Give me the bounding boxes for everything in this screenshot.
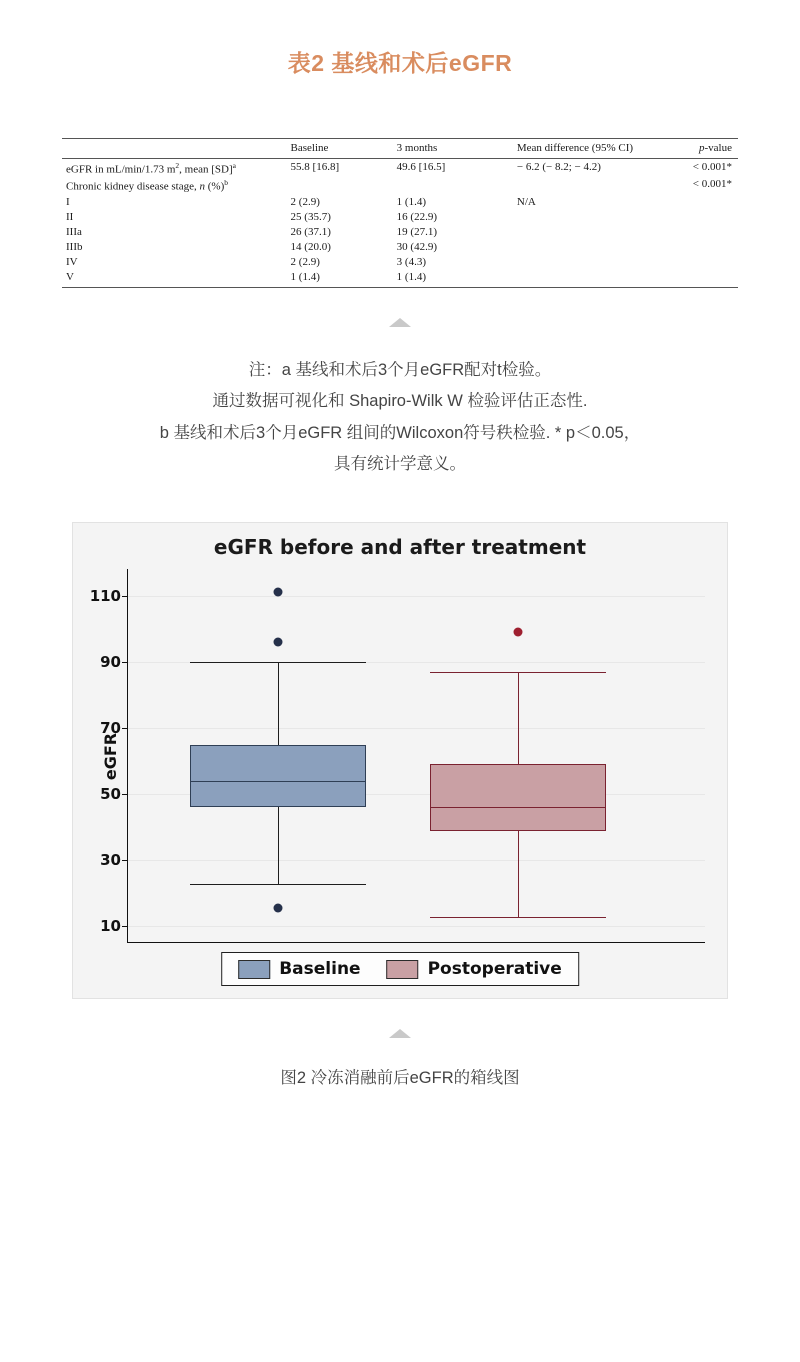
cell-p-value	[662, 194, 739, 209]
y-tick-label: 70	[100, 718, 121, 737]
table-row	[62, 194, 738, 209]
cell-three-months: 16 (22.9)	[396, 210, 437, 223]
cell-three-months: 49.6 [16.5]	[396, 160, 446, 173]
column-header-mean-difference: Mean difference (95% CI)	[513, 139, 662, 159]
legend-swatch-postoperative	[387, 960, 419, 979]
table-row	[62, 239, 738, 254]
baseline-upper-whisker	[278, 662, 279, 745]
cell-p-value	[662, 254, 739, 269]
baseline-outlier-point	[274, 637, 283, 646]
page-title: 表2 基线和术后eGFR	[287, 50, 513, 76]
cell-p-value	[662, 209, 739, 224]
cell-mean-difference	[513, 177, 662, 195]
row-label: II	[66, 210, 74, 223]
egfr-table	[62, 138, 738, 288]
note-line-4: 具有统计学意义。	[334, 454, 466, 473]
cell-baseline	[287, 177, 393, 195]
cell-three-months: 19 (27.1)	[396, 225, 437, 238]
postoperative-median-line	[430, 807, 606, 808]
postoperative-outlier-point	[514, 628, 523, 637]
chart-title: eGFR before and after treatment	[213, 535, 587, 560]
y-tick-mark	[122, 860, 128, 861]
figure-caption-separator	[0, 1029, 800, 1038]
y-tick-mark	[122, 794, 128, 795]
cell-baseline: 26 (37.1)	[290, 225, 331, 238]
baseline-outlier-point	[274, 588, 283, 597]
triangle-up-icon	[389, 1029, 411, 1038]
baseline-median-line	[190, 781, 366, 782]
y-tick-label: 90	[100, 652, 121, 671]
cell-mean-difference: − 6.2 (− 8.2; − 4.2)	[516, 160, 601, 173]
cell-mean-difference	[513, 269, 662, 287]
chart-legend	[221, 952, 579, 986]
figure-caption: 图2 冷冻消融前后eGFR的箱线图	[280, 1069, 520, 1088]
note-line-1: 注：a 基线和术后3个月eGFR配对t检验。	[248, 360, 552, 379]
cell-baseline: 55.8 [16.8]	[290, 160, 340, 173]
cell-three-months	[393, 177, 513, 195]
column-header-label	[62, 139, 287, 159]
postoperative-upper-whisker	[518, 672, 519, 765]
table-note	[55, 355, 745, 480]
baseline-lower-cap	[190, 884, 366, 885]
row-label: IIIb	[66, 240, 83, 253]
triangle-up-icon	[389, 318, 411, 327]
note-line-3: b 基线和术后3个月eGFR 组间的Wilcoxon符号秩检验. * p＜0.05，	[159, 423, 641, 442]
cell-three-months: 3 (4.3)	[396, 255, 426, 268]
column-header-p-value: p-value	[662, 139, 739, 159]
baseline-outlier-point	[274, 903, 283, 912]
cell-p-value	[662, 269, 739, 287]
cell-p-value: < 0.001*	[692, 160, 732, 173]
cell-mean-difference	[513, 209, 662, 224]
y-tick-mark	[122, 926, 128, 927]
postoperative-lower-cap	[430, 917, 606, 918]
baseline-box	[190, 745, 366, 808]
y-tick-label: 50	[100, 785, 121, 804]
table-header	[62, 139, 738, 159]
gridline	[128, 860, 705, 861]
gridline	[128, 728, 705, 729]
row-label: V	[62, 269, 287, 287]
y-axis-title-label: eGFR	[101, 732, 121, 780]
cell-three-months: 1 (1.4)	[396, 195, 426, 208]
table-row	[62, 254, 738, 269]
y-tick-label: 30	[100, 851, 121, 870]
postoperative-lower-whisker	[518, 831, 519, 917]
column-header-baseline: Baseline	[287, 139, 393, 159]
table-row	[62, 209, 738, 224]
table-row	[62, 177, 738, 195]
table-body	[62, 159, 738, 288]
y-tick-label: 110	[89, 586, 121, 605]
table-row	[62, 269, 738, 287]
cell-p-value: < 0.001*	[692, 178, 732, 191]
cell-mean-difference	[513, 224, 662, 239]
cell-p-value	[662, 239, 739, 254]
cell-baseline: 14 (20.0)	[290, 240, 331, 253]
table-header-row	[62, 139, 738, 159]
legend-item-baseline	[238, 959, 360, 979]
table-note-separator	[0, 318, 800, 327]
column-header-three-months: 3 months	[393, 139, 513, 159]
legend-item-postoperative	[387, 959, 562, 979]
cell-mean-difference	[513, 254, 662, 269]
cell-baseline: 2 (2.9)	[290, 255, 320, 268]
y-tick-mark	[122, 662, 128, 663]
y-tick-mark	[122, 728, 128, 729]
table-row	[62, 224, 738, 239]
table-row	[62, 159, 738, 177]
postoperative-box	[430, 764, 606, 830]
cell-mean-difference	[513, 239, 662, 254]
legend-label-postoperative: Postoperative	[427, 959, 562, 980]
postoperative-upper-cap	[430, 672, 606, 673]
cell-baseline: 1 (1.4)	[287, 269, 393, 287]
baseline-upper-cap	[190, 662, 366, 663]
y-tick-label: 10	[100, 917, 121, 936]
baseline-lower-whisker	[278, 807, 279, 883]
cell-three-months: 30 (42.9)	[396, 240, 437, 253]
y-tick-mark	[122, 596, 128, 597]
gridline	[128, 926, 705, 927]
note-line-2: 通过数据可视化和 Shapiro-Wilk W 检验评估正态性.	[212, 392, 588, 411]
table-container	[62, 138, 738, 288]
row-label: Chronic kidney disease stage, n (%)$^b$	[66, 178, 228, 193]
row-label: eGFR in mL/min/1.73 $m^2$, mean [SD]$^a$	[66, 160, 236, 176]
cell-three-months: 1 (1.4)	[393, 269, 513, 287]
row-label: IIIa	[66, 225, 82, 238]
cell-p-value	[662, 224, 739, 239]
row-label: I	[66, 195, 70, 208]
gridline	[128, 596, 705, 597]
row-label: IV	[66, 255, 78, 268]
cell-baseline: 25 (35.7)	[290, 210, 331, 223]
legend-label-baseline: Baseline	[279, 959, 361, 980]
legend-swatch-baseline	[238, 960, 270, 979]
cell-mean-difference: N/A	[516, 195, 536, 208]
cell-baseline: 2 (2.9)	[290, 195, 320, 208]
figure-boxplot	[72, 522, 728, 999]
